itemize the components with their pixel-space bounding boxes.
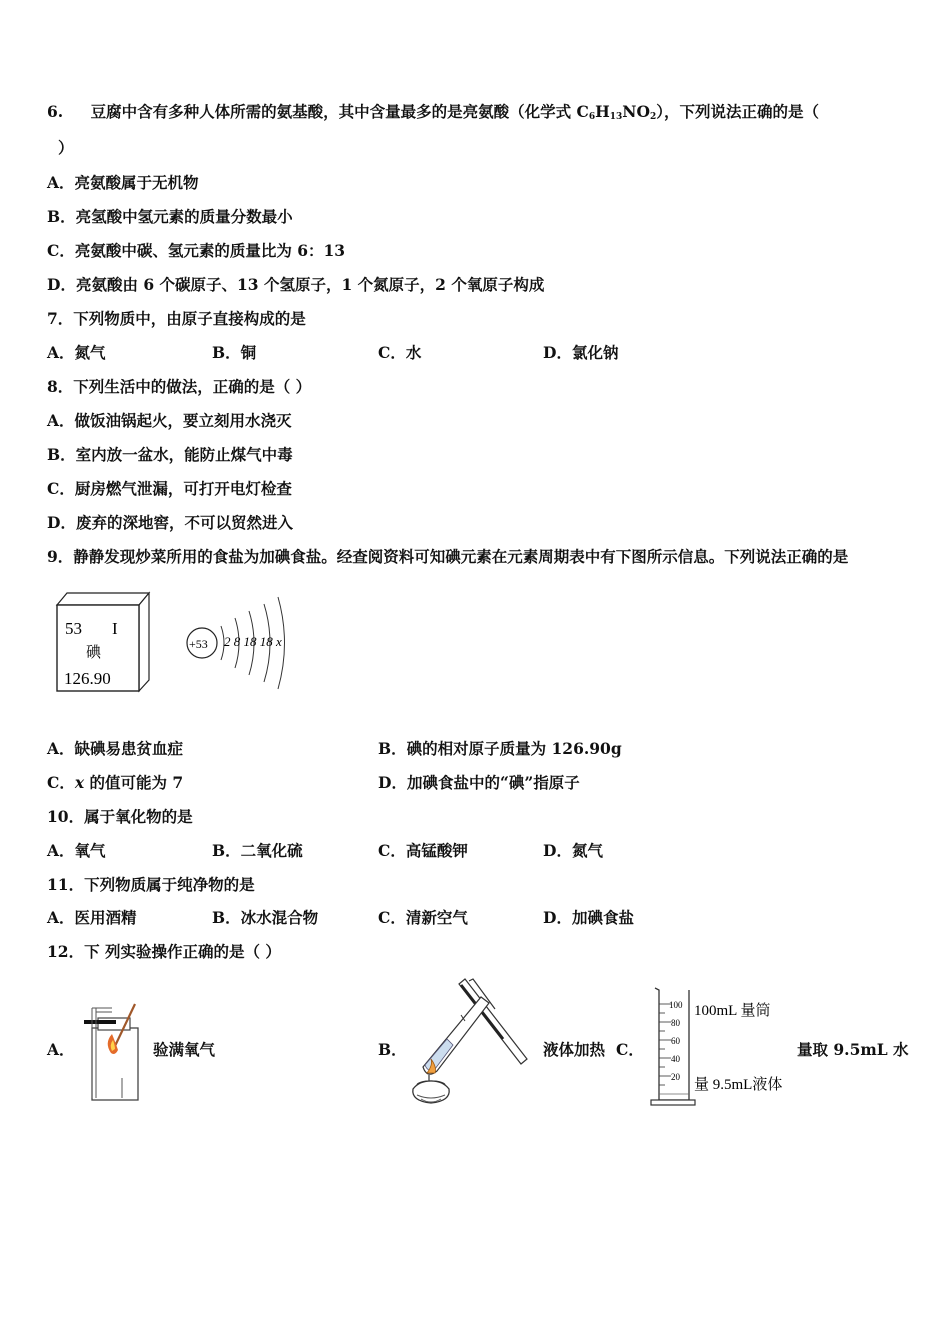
- gas-bottle-figure: [78, 998, 148, 1106]
- scale-80: 80: [671, 1018, 680, 1028]
- q12-option-b-text: 液体加热: [543, 1040, 606, 1059]
- q12-stem: 12．下 列实验操作正确的是（ ）: [47, 942, 281, 961]
- q11-stem: 11．下列物质属于纯净物的是: [47, 875, 255, 894]
- q9-option-c[interactable]: C．x 的值可能为 7: [47, 773, 184, 792]
- element-symbol: I: [112, 619, 118, 638]
- q11-option-b[interactable]: B．冰水混合物: [212, 908, 319, 927]
- q9-stem: 9．静静发现炒菜所用的食盐为加碘食盐。经查阅资料可知碘元素在元素周期表中有下图所示信息。下列说法正确的是: [47, 547, 849, 566]
- iodine-element-card: [52, 590, 154, 695]
- q10-stem: 10．属于氧化物的是: [47, 807, 193, 826]
- element-name: 碘: [86, 645, 102, 661]
- scale-40: 40: [671, 1054, 680, 1064]
- q8-option-b[interactable]: B．室内放一盆水，能防止煤气中毒: [47, 445, 293, 464]
- q8-stem: 8．下列生活中的做法，正确的是（ ）: [47, 377, 312, 396]
- q7-stem: 7．下列物质中，由原子直接构成的是: [47, 309, 306, 328]
- atom-structure-diagram: [180, 592, 300, 692]
- q12-option-b-label[interactable]: B．: [378, 1040, 407, 1059]
- q6-option-a[interactable]: A．亮氨酸属于无机物: [47, 173, 199, 192]
- scale-100: 100: [669, 1000, 683, 1010]
- q10-option-c[interactable]: C．高锰酸钾: [378, 841, 468, 860]
- cylinder-note: 量 9.5mL液体: [694, 1077, 783, 1093]
- q8-option-d[interactable]: D．废弃的深地窖，不可以贸然进入: [47, 513, 293, 532]
- scale-20: 20: [671, 1072, 680, 1082]
- cylinder-title: 100mL 量筒: [694, 1003, 771, 1019]
- q8-option-a[interactable]: A．做饭油锅起火，要立刻用水浇灭: [47, 411, 292, 430]
- q6-option-d[interactable]: D．亮氨酸由 6 个碳原子、13 个氢原子，1 个氮原子，2 个氧原子构成: [47, 275, 545, 294]
- q7-option-a[interactable]: A．氮气: [47, 343, 106, 362]
- q12-option-c-text: 量取 9.5mL 水: [797, 1040, 909, 1059]
- q11-option-d[interactable]: D．加碘食盐: [543, 908, 634, 927]
- liquid-heating-figure: [403, 975, 538, 1107]
- q10-option-b[interactable]: B．二氧化硫: [212, 841, 303, 860]
- q8-option-c[interactable]: C．厨房燃气泄漏，可打开电灯检查: [47, 479, 292, 498]
- element-mass: 126.90: [64, 669, 111, 688]
- q9-option-b[interactable]: B．碘的相对原子质量为 126.90g: [378, 739, 622, 758]
- q7-option-d[interactable]: D．氯化钠: [543, 343, 619, 362]
- q12-option-a-text: 验满氧气: [153, 1040, 216, 1059]
- q7-option-c[interactable]: C．水: [378, 343, 422, 362]
- q12-option-a-label[interactable]: A．: [47, 1040, 75, 1059]
- q9-option-a[interactable]: A．缺碘易患贫血症: [47, 739, 184, 758]
- q10-option-a[interactable]: A．氧气: [47, 841, 106, 860]
- electron-shells: 2 8 18 18 x: [224, 634, 282, 649]
- q7-option-b[interactable]: B．铜: [212, 343, 257, 362]
- scale-60: 60: [671, 1036, 680, 1046]
- q6-number: 6.: [47, 102, 64, 121]
- q10-option-d[interactable]: D．氮气: [543, 841, 603, 860]
- nucleus-charge: +53: [189, 637, 208, 651]
- q6-stem-close: ）: [58, 138, 74, 157]
- element-number: 53: [65, 619, 82, 638]
- graduated-cylinder-figure: [645, 984, 805, 1109]
- q9-option-d[interactable]: D．加碘食盐中的“碘”指原子: [378, 773, 580, 792]
- q6-option-b[interactable]: B．亮氢酸中氢元素的质量分数最小: [47, 207, 293, 226]
- q6-option-c[interactable]: C．亮氨酸中碳、氢元素的质量比为 6：13: [47, 241, 346, 260]
- q12-option-c-label[interactable]: C．: [616, 1040, 644, 1059]
- q6-stem: 6. 豆腐中含有多种人体所需的氨基酸，其中含量最多的是亮氨酸（化学式 $C_6H_{13}NO_2$），下列说法正确的是（: [47, 102, 819, 122]
- q11-option-c[interactable]: C．清新空气: [378, 908, 468, 927]
- q11-option-a[interactable]: A．医用酒精: [47, 908, 137, 927]
